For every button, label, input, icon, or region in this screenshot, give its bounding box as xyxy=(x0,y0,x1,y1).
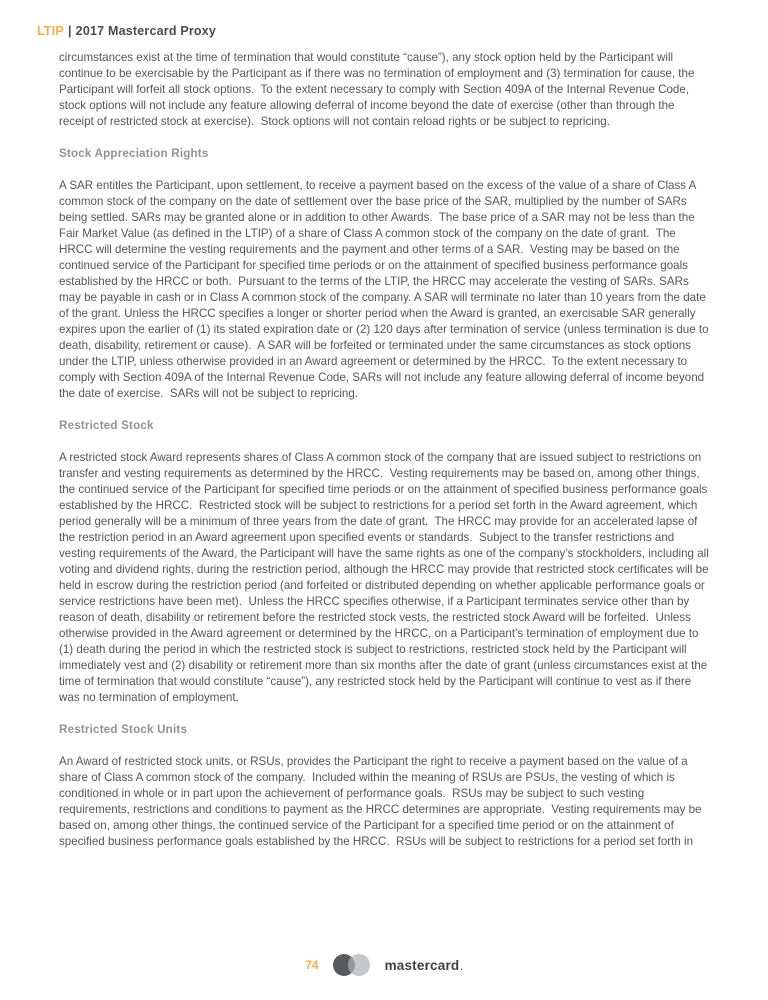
document-body xyxy=(59,50,711,866)
trademark-dot: . xyxy=(460,962,463,972)
paragraph-restricted-stock: A restricted stock Award represents shares of Class A common stock of the company that are issued subject to restrictions on transfer and vesting requirements as determined by the HRCC. Vesting requirements may be based on, among other things, the continued service of the Participant for specified time periods or on the attainment of specified business performance goals established by the HRCC. Restricted stock will be subject to restrictions for a period set forth in the Award agreement, which period generally will be a minimum of three years from the date of grant. The HRCC may provide for an accelerated lapse of the restriction period in an Award agreement upon specified events or standards. Subject to the transfer restrictions and vesting requirements of the Award, the Participant will have the same rights as one of the company’s stockholders, including all voting and dividend rights, during the restriction period, although the HRCC may provide that restricted stock certificates will be held in escrow during the restriction period (and forfeited or distributed depending on whether applicable performance goals or service restrictions have been met). Unless the HRCC specifies otherwise, if a Participant terminates service other than by reason of death, disability or retirement before the restricted stock vests, the restricted stock Award will be forfeited. Unless otherwise provided in the Award agreement or determined by the HRCC, on a Participant’s termination of employment due to (1) death during the period in which the restricted stock is subject to restrictions, restricted stock held by the Participant will immediately vest and (2) disability or retirement more than six months after the date of grant (unless circumstances exist at the time of termination that would constitute “cause”), any restricted stock held by the Participant will continue to vest as if there was no termination of employment. xyxy=(59,451,713,704)
heading-stock-appreciation-rights: Stock Appreciation Rights xyxy=(59,147,209,160)
header-separator: | xyxy=(67,24,72,38)
heading-restricted-stock: Restricted Stock xyxy=(59,419,154,432)
mastercard-circles-icon xyxy=(332,953,372,977)
heading-restricted-stock-units: Restricted Stock Units xyxy=(59,723,188,736)
paragraph-stock-options-continuation: circumstances exist at the time of termination that would constitute “cause”), any stock option held by the Participant will continue to be exercisable by the Participant as if there was no termination of employment and (3) termination for cause, the Participant will forfeit all stock options. To the extent necessary to comply with Section 409A of the Internal Revenue Code, stock options will not include any feature allowing deferral of income beyond the date of exercise (other than through the receipt of restricted stock at exercise). Stock options will not contain reload rights or be subject to repricing. xyxy=(59,51,698,128)
page-number: 74 xyxy=(305,958,319,972)
header-brand: LTIP xyxy=(37,24,64,38)
mastercard-wordmark-text: mastercard xyxy=(384,957,460,973)
page-footer xyxy=(0,950,768,980)
mastercard-wordmark xyxy=(385,958,463,973)
paragraph-stock-appreciation-rights: A SAR entitles the Participant, upon settlement, to receive a payment based on the excess of the value of a share of Class A common stock of the company on the date of settlement over the base price of the SAR, multiplied by the number of SARs being settled. SARs may be granted alone or in addition to other Awards. The base price of a SAR may not be less than the Fair Market Value (as defined in the LTIP) of a share of Class A common stock of the company on the date of grant. The HRCC will determine the vesting requirements and the payment and other terms of a SAR. Vesting may be based on the continued service of the Participant for specified time periods or on the attainment of specified business performance goals established by the HRCC or both. Pursuant to the terms of the LTIP, the HRCC may accelerate the vesting of SARs. SARs may be payable in cash or in Class A common stock of the company. A SAR will terminate no later than 10 years from the date of the grant. Unless the HRCC specifies a longer or shorter period when the Award is granted, an exercisable SAR generally expires upon the earlier of (1) its stated expiration date or (2) 120 days after termination of service (unless termination is due to death, disability, retirement or cause). A SAR will be forfeited or terminated under the same circumstances as stock options under the LTIP, unless otherwise provided in an Award agreement or determined by the HRCC. To the extent necessary to comply with Section 409A of the Internal Revenue Code, SARs will not include any feature allowing deferral of income beyond the date of exercise. SARs will not be subject to repricing. xyxy=(59,179,712,400)
page-header xyxy=(37,24,216,38)
paragraph-restricted-stock-units: An Award of restricted stock units, or RSUs, provides the Participant the right to receive a payment based on the value of a share of Class A common stock of the company. Included within the meaning of RSUs are PSUs, the vesting of which is conditioned in whole or in part upon the achievement of performance goals. RSUs may be subject to such vesting requirements, restrictions and conditions to payment as the HRCC determines are appropriate. Vesting requirements may be based on, among other things, the continued service of the Participant for a specified time period or on the attainment of specified business performance goals established by the HRCC. RSUs will be subject to restrictions for a period set forth in xyxy=(59,755,705,848)
header-title: 2017 Mastercard Proxy xyxy=(75,24,217,38)
